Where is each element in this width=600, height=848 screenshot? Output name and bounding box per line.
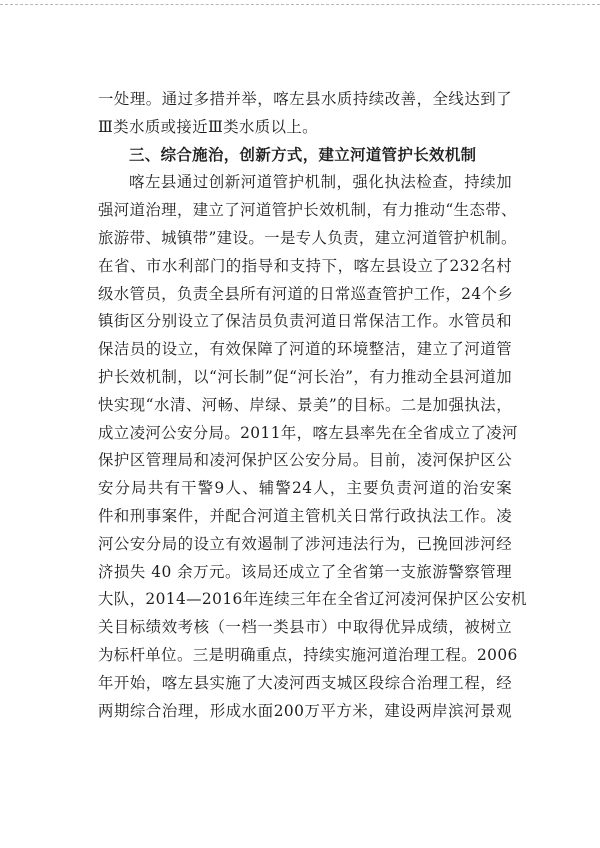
body-line: Ⅲ类水质或接近Ⅲ类水质以上。	[98, 117, 318, 136]
body-line: 安分局共有干警9人、辅警24人，主要负责河道的治安案	[98, 479, 512, 498]
body-line: 大队，2014—2016年连续三年在全省辽河凌河保护区公安机	[98, 590, 527, 609]
body-line: 一处理。通过多措并举，喀左县水质持续改善，全线达到了	[98, 90, 512, 108]
body-line: 两期综合治理，形成水面200万平方米，建设两岸滨河景观	[98, 701, 512, 720]
body-line: 强河道治理，建立了河道管护长效机制，有力推动“生态带、	[98, 201, 517, 220]
body-line: 在省、市水利部门的指导和支持下，喀左县设立了232名村	[98, 256, 512, 275]
body-line: 济损失 40 余万元。该局还成立了全省第一支旅游警察管理	[98, 562, 512, 581]
body-line: 护长效机制，以“河长制”促“河长治”，有力推动全县河道加	[98, 367, 512, 386]
body-line: 快实现“水清、河畅、岸绿、景美”的目标。二是加强执法，	[98, 395, 512, 414]
body-line: 旅游带、城镇带”建设。一是专人负责，建立河道管护机制。	[98, 228, 517, 247]
body-line: 成立凌河公安分局。2011年，喀左县率先在全省成立了凌河	[98, 423, 518, 442]
body-line: 件和刑事案件，并配合河道主管机关日常行政执法工作。凌	[98, 506, 512, 525]
section-heading: 三、综合施治，创新方式，建立河道管护长效机制	[129, 145, 477, 164]
body-line: 河公安分局的设立有效遏制了涉河违法行为，已挽回涉河经	[98, 534, 512, 553]
body-line: 关目标绩效考核（一档一类县市）中取得优异成绩，被树立	[98, 618, 512, 637]
scan-top-edge-rule	[0, 4, 600, 5]
document-page	[98, 86, 527, 725]
body-line: 级水管员，负责全县所有河道的日常巡查管护工作，24个乡	[98, 284, 514, 303]
body-line: 保护区管理局和凌河保护区公安分局。目前，凌河保护区公	[98, 451, 512, 470]
body-line: 镇街区分别设立了保洁员负责河道日常保洁工作。水管员和	[98, 312, 512, 331]
body-line: 年开始，喀左县实施了大凌河西支城区段综合治理工程，经	[98, 673, 512, 692]
body-line: 保洁员的设立，有效保障了河道的环境整洁，建立了河道管	[98, 340, 512, 359]
paragraph-first-line: 喀左县通过创新河道管护机制，强化执法检查，持续加	[129, 173, 512, 192]
body-line: 为标杆单位。三是明确重点，持续实施河道治理工程。2006	[98, 645, 518, 664]
